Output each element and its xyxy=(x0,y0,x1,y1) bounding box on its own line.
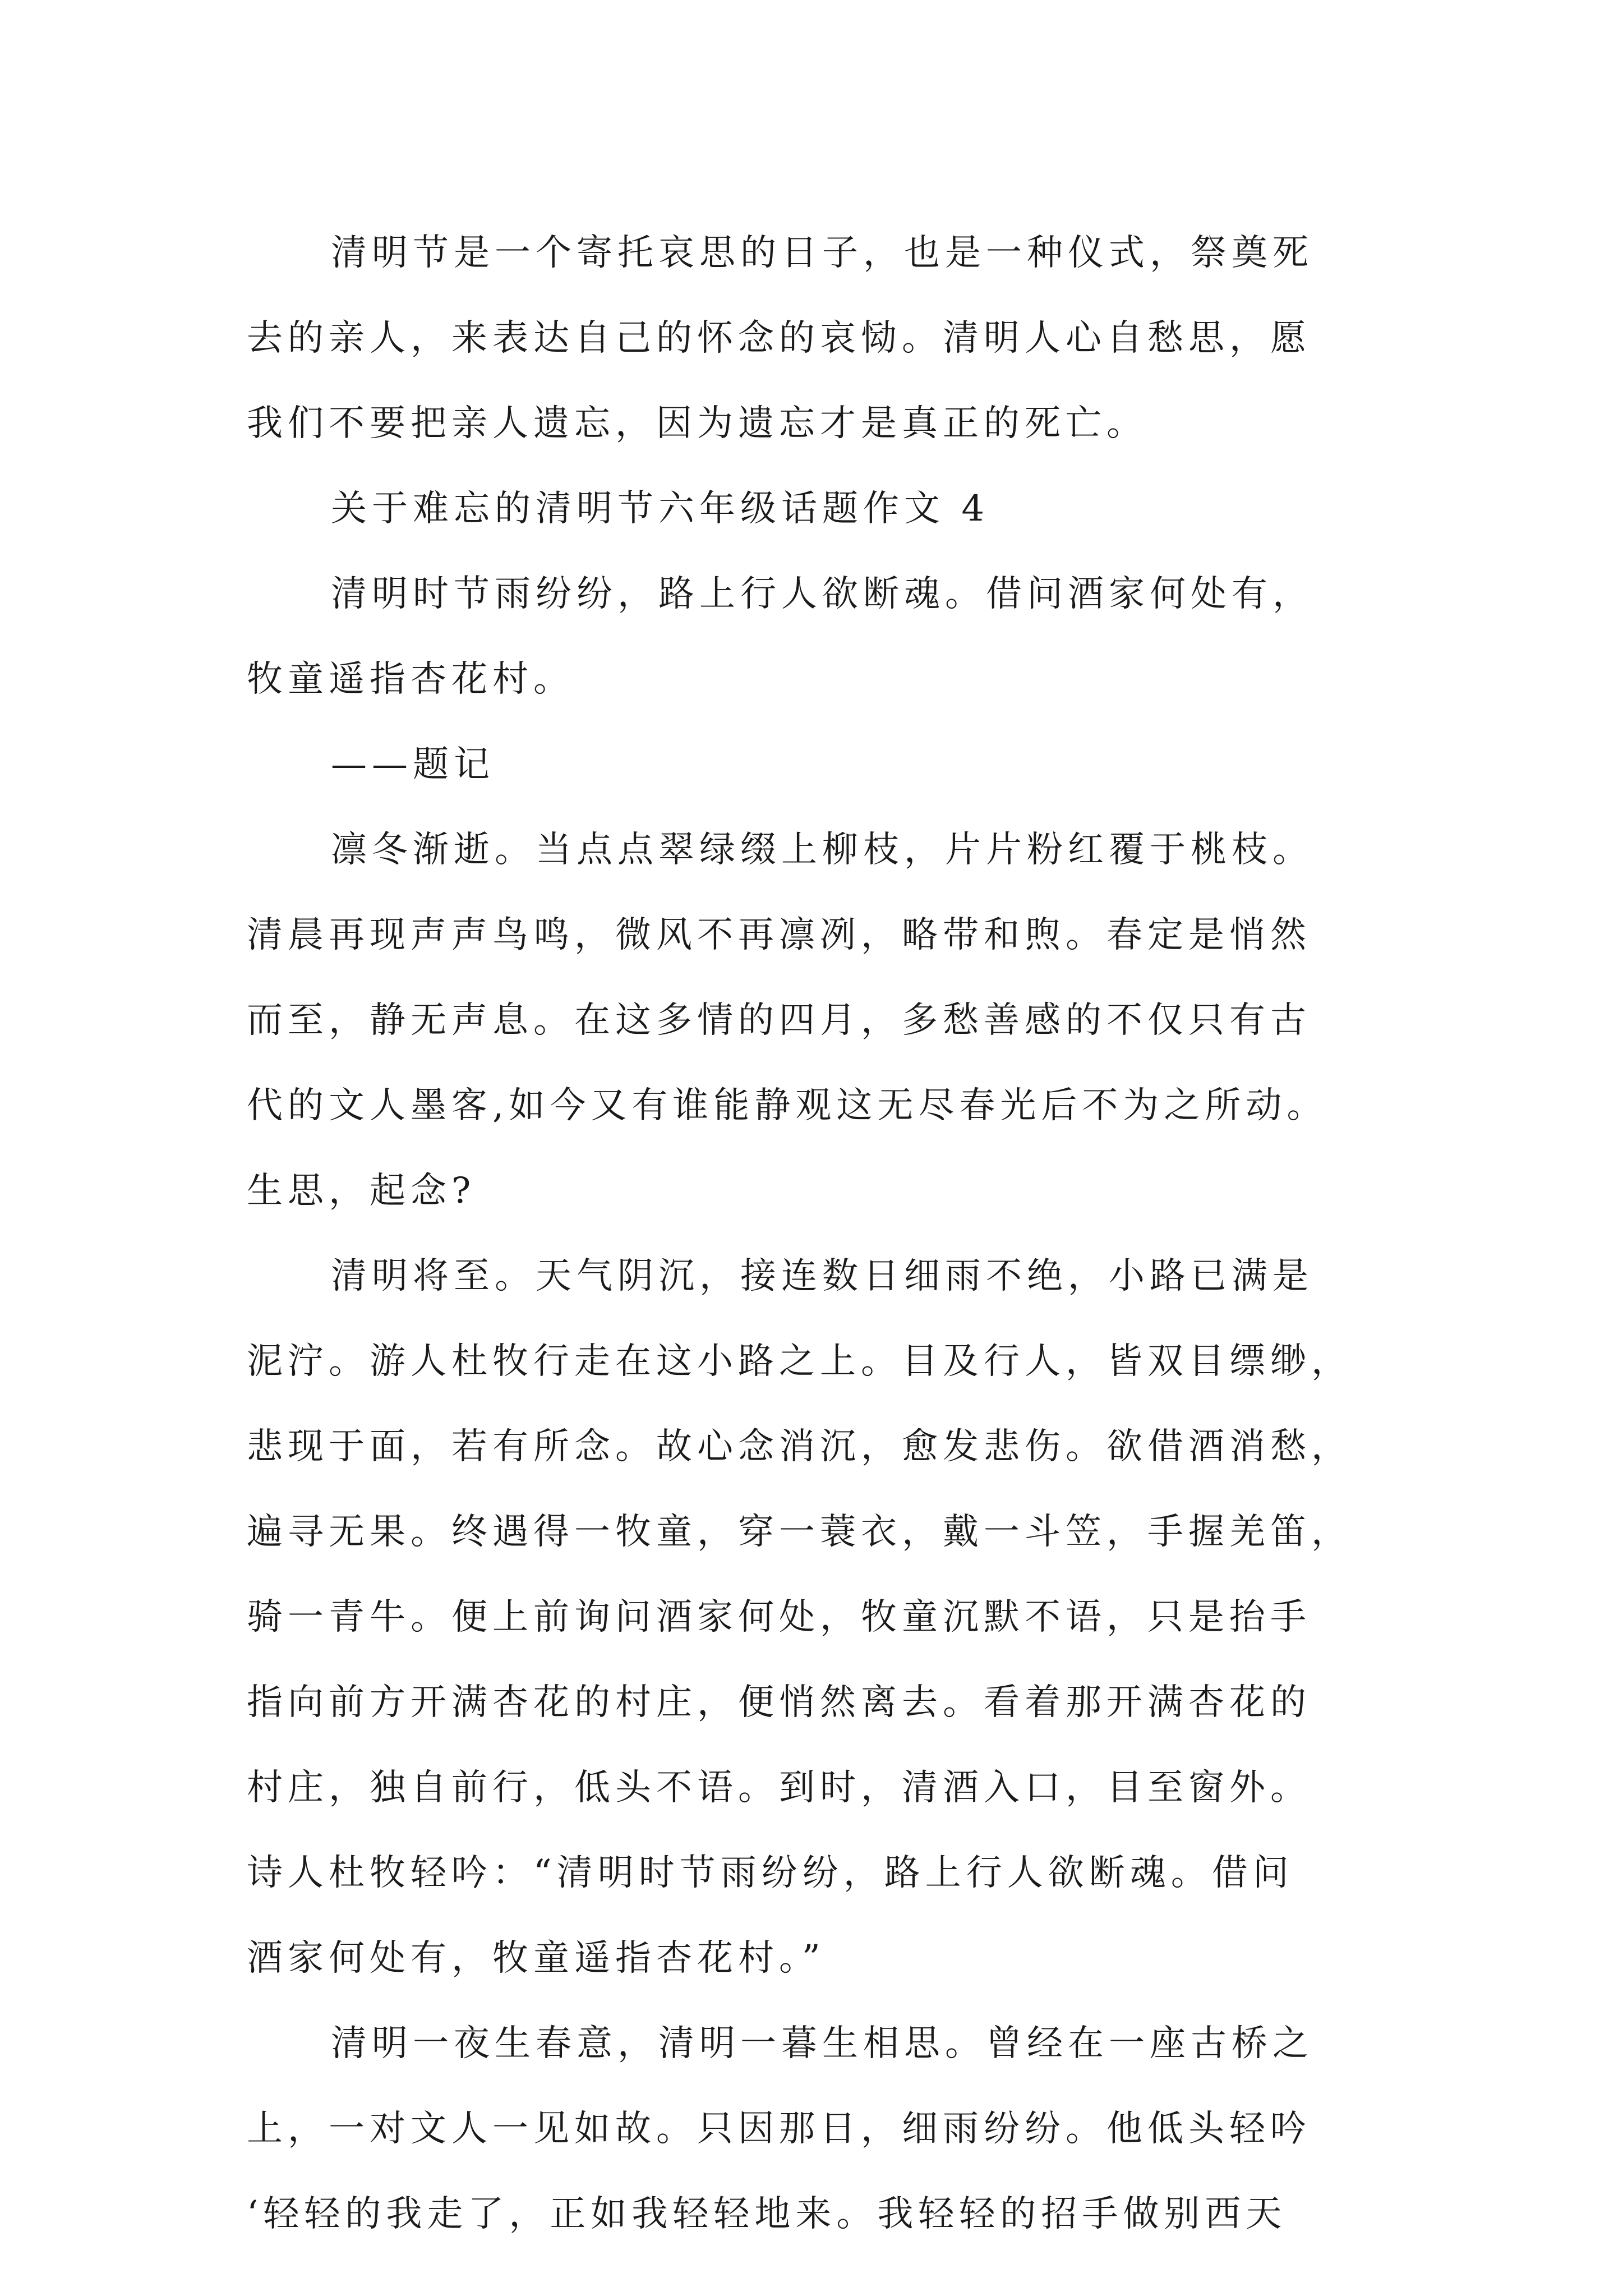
text-line: 清晨再现声声鸟鸣，微风不再凛冽，略带和煦。春定是悄然 xyxy=(247,914,1311,956)
text-line: 诗人杜牧轻吟：“清明时节雨纷纷，路上行人欲断魂。借问 xyxy=(247,1852,1294,1894)
epigraph-attribution: ——题记 xyxy=(331,744,495,785)
poem-line: 清明时节雨纷纷，路上行人欲断魂。借问酒家何处有， xyxy=(331,573,1313,615)
text-line: 而至，静无声息。在这多情的四月，多愁善感的不仅只有古 xyxy=(247,1000,1311,1041)
document-body xyxy=(247,210,1396,2257)
text-line: 生思，起念? xyxy=(247,1170,476,1212)
text-line: 酒家何处有，牧童遥指杏花村。” xyxy=(247,1938,826,1979)
text-line: 代的文人墨客,如今又有谁能静观这无尽春光后不为之所动。 xyxy=(247,1085,1328,1126)
text-line: 指向前方开满杏花的村庄，便悄然离去。看着那开满杏花的 xyxy=(247,1682,1311,1723)
text-line: 凛冬渐逝。当点点翠绿缀上柳枝，片片粉红覆于桃枝。 xyxy=(331,829,1313,871)
text-line: 骑一青牛。便上前询问酒家何处，牧童沉默不语，只是抬手 xyxy=(247,1596,1311,1638)
text-line: 悲现于面，若有所念。故心念消沉，愈发悲伤。欲借酒消愁， xyxy=(247,1426,1352,1467)
text-line: 去的亲人，来表达自己的怀念的哀恸。清明人心自愁思，愿 xyxy=(247,318,1311,359)
text-line: 遍寻无果。终遇得一牧童，穿一蓑衣，戴一斗笠，手握羌笛， xyxy=(247,1511,1352,1553)
text-line: 清明一夜生春意，清明一暮生相思。曾经在一座古桥之 xyxy=(331,2023,1313,2064)
text-line: ‘轻轻的我走了，正如我轻轻地来。我轻轻的招手做别西天 xyxy=(247,2193,1287,2235)
text-line: 我们不要把亲人遗忘，因为遗忘才是真正的死亡。 xyxy=(247,403,1147,444)
poem-line: 牧童遥指杏花村。 xyxy=(247,659,574,700)
text-line: 泥泞。游人杜牧行走在这小路之上。目及行人，皆双目缥缈， xyxy=(247,1341,1352,1382)
text-line: 清明节是一个寄托哀思的日子，也是一种仪式，祭奠死 xyxy=(331,232,1313,274)
text-line: 村庄，独自前行，低头不语。到时，清酒入口，目至窗外。 xyxy=(247,1767,1311,1809)
text-line: 清明将至。天气阴沉，接连数日细雨不绝，小路已满是 xyxy=(331,1255,1313,1297)
text-line: 上，一对文人一见如故。只因那日，细雨纷纷。他低头轻吟 xyxy=(247,2108,1311,2150)
essay-heading: 关于难忘的清明节六年级话题作文 4 xyxy=(331,488,990,530)
